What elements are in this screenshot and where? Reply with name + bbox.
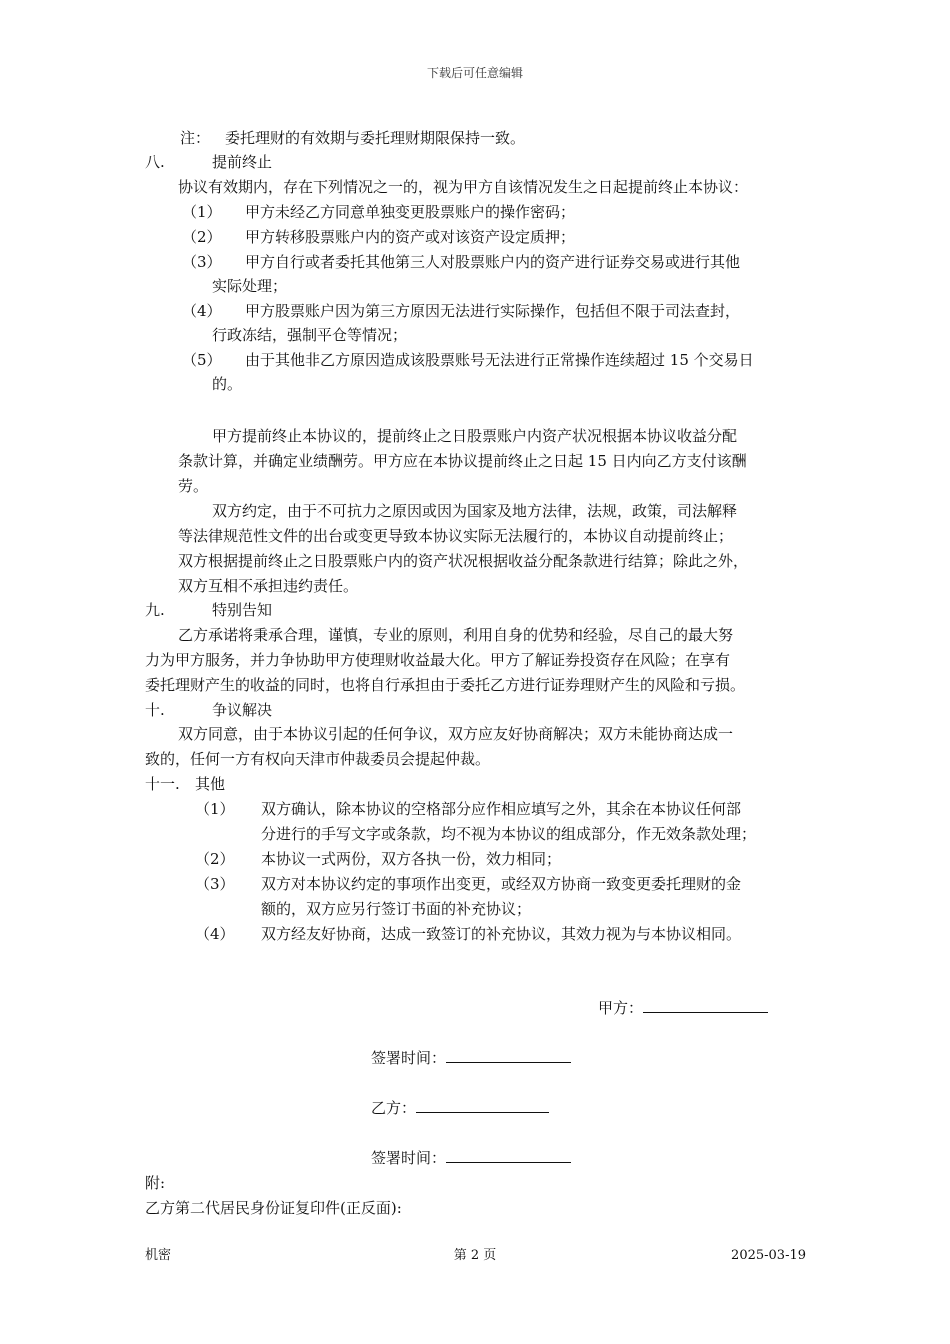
section8-item5-number: （5） bbox=[182, 351, 222, 369]
attachment-label: 附: bbox=[145, 1174, 166, 1192]
section10-number: 十. bbox=[145, 701, 165, 719]
section8-item5-line1: 由于其他非乙方原因造成该股票账号无法进行正常操作连续超过 15 个交易日 bbox=[245, 351, 754, 369]
section8-intro: 协议有效期内，存在下列情况之一的，视为甲方自该情况发生之日起提前终止本协议： bbox=[178, 178, 749, 196]
attachment-text: 乙方第二代居民身份证复印件(正反面): bbox=[145, 1199, 402, 1217]
section8-number: 八. bbox=[145, 153, 165, 171]
sign-time-1-label: 签署时间： bbox=[371, 1049, 447, 1067]
note-label: 注： bbox=[180, 129, 211, 147]
section8-para1-line1: 甲方提前终止本协议的，提前终止之日股票账户内资产状况根据本协议收益分配 bbox=[212, 427, 738, 445]
party-b-blank-line[interactable] bbox=[416, 1097, 549, 1113]
party-a-label: 甲方： bbox=[598, 999, 644, 1017]
section10-title: 争议解决 bbox=[212, 701, 273, 719]
section8-item3-line2: 实际处理； bbox=[212, 277, 288, 295]
section8-item1-number: （1） bbox=[182, 203, 222, 221]
section8-item2-line1: 甲方转移股票账户内的资产或对该资产设定质押； bbox=[245, 228, 576, 246]
section8-title: 提前终止 bbox=[212, 153, 273, 171]
section8-item1-line1: 甲方未经乙方同意单独变更股票账户的操作密码； bbox=[245, 203, 576, 221]
sign-time-1-blank-line[interactable] bbox=[446, 1047, 571, 1063]
section10-line2: 致的，任何一方有权向天津市仲裁委员会提起仲裁。 bbox=[145, 750, 491, 768]
section9-title: 特别告知 bbox=[212, 601, 273, 619]
section11-item1-line2: 分进行的手写文字或条款，均不视为本协议的组成部分，作无效条款处理； bbox=[261, 825, 757, 843]
section10-line1: 双方同意，由于本协议引起的任何争议，双方应友好协商解决；双方未能协商达成一 bbox=[178, 725, 734, 743]
footer-page-number: 第 2 页 bbox=[453, 1248, 497, 1263]
header-watermark: 下载后可任意编辑 bbox=[426, 66, 523, 80]
sign-time-2-blank-line[interactable] bbox=[446, 1147, 571, 1163]
section11-item1-line1: 双方确认，除本协议的空格部分应作相应填写之外，其余在本协议任何部 bbox=[261, 800, 742, 818]
section11-item3-line2: 额的，双方应另行签订书面的补充协议； bbox=[261, 900, 532, 918]
section8-item3-line1: 甲方自行或者委托其他第三人对股票账户内的资产进行证券交易或进行其他 bbox=[245, 253, 741, 271]
party-b-label: 乙方： bbox=[371, 1099, 417, 1117]
section11-item3-line1: 双方对本协议约定的事项作出变更，或经双方协商一致变更委托理财的金 bbox=[261, 875, 742, 893]
sign-time-2 bbox=[371, 1146, 571, 1170]
section8-para1-line3: 劳。 bbox=[178, 477, 209, 495]
section11-item4-number: （4） bbox=[195, 925, 235, 943]
section8-para2-line1: 双方约定，由于不可抗力之原因或因为国家及地方法律，法规，政策，司法解释 bbox=[212, 502, 738, 520]
section11-item3-number: （3） bbox=[195, 875, 235, 893]
section8-item4-number: （4） bbox=[182, 302, 222, 320]
section11-item1-number: （1） bbox=[195, 800, 235, 818]
party-a-signature bbox=[598, 996, 768, 1020]
section8-item3-number: （3） bbox=[182, 253, 222, 271]
section9-line3: 委托理财产生的收益的同时，也将自行承担由于委托乙方进行证券理财产生的风险和亏损。 bbox=[145, 676, 746, 694]
footer-confidential: 机密 bbox=[145, 1248, 172, 1263]
section9-number: 九. bbox=[145, 601, 165, 619]
sign-time-2-label: 签署时间： bbox=[371, 1149, 447, 1167]
party-b-signature bbox=[371, 1096, 549, 1120]
section8-para1-line2: 条款计算，并确定业绩酬劳。甲方应在本协议提前终止之日起 15 日内向乙方支付该酬 bbox=[178, 452, 747, 470]
section8-item5-line2: 的。 bbox=[212, 375, 243, 393]
section8-item2-number: （2） bbox=[182, 228, 222, 246]
party-a-blank-line[interactable] bbox=[643, 997, 768, 1013]
section8-item4-line2: 行政冻结，强制平仓等情况； bbox=[212, 326, 408, 344]
sign-time-1 bbox=[371, 1046, 571, 1070]
section11-title: 其他 bbox=[195, 775, 226, 793]
section11-number: 十一. bbox=[145, 775, 180, 793]
note-text: 委托理财的有效期与委托理财期限保持一致。 bbox=[225, 129, 526, 147]
section9-line1: 乙方承诺将秉承合理，谨慎，专业的原则，利用自身的优势和经验，尽自己的最大努 bbox=[178, 626, 734, 644]
section8-para2-line3: 双方根据提前终止之日股票账户内的资产状况根据收益分配条款进行结算；除此之外， bbox=[178, 552, 749, 570]
section11-item4-line1: 双方经友好协商，达成一致签订的补充协议，其效力视为与本协议相同。 bbox=[261, 925, 742, 943]
section11-item2-line1: 本协议一式两份，双方各执一份，效力相同； bbox=[261, 850, 562, 868]
section8-item4-line1: 甲方股票账户因为第三方原因无法进行实际操作，包括但不限于司法查封， bbox=[245, 302, 741, 320]
section8-para2-line2: 等法律规范性文件的出台或变更导致本协议实际无法履行的，本协议自动提前终止； bbox=[178, 527, 734, 545]
section11-item2-number: （2） bbox=[195, 850, 235, 868]
section8-para2-line4: 双方互相不承担违约责任。 bbox=[178, 577, 359, 595]
section9-line2: 力为甲方服务，并力争协助甲方使理财收益最大化。甲方了解证券投资存在风险；在享有 bbox=[145, 651, 731, 669]
footer-date: 2025-03-19 bbox=[731, 1248, 806, 1263]
